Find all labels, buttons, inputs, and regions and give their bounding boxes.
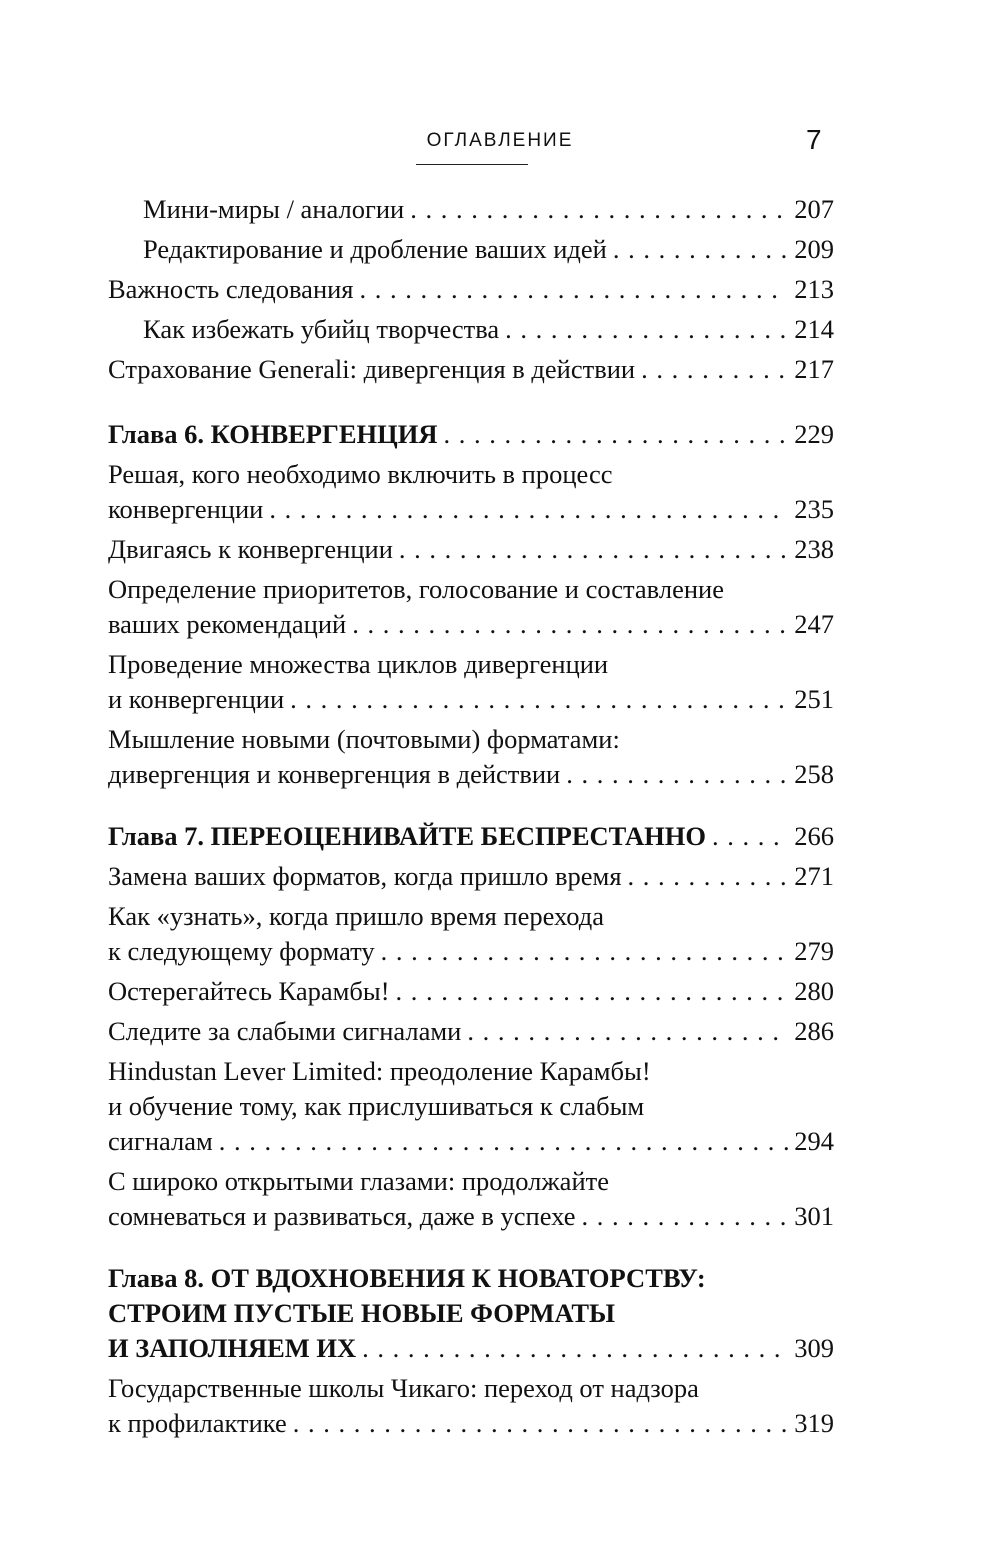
toc-entry-page: 214	[794, 314, 834, 344]
toc-entry-title-line: Государственные школы Чикаго: переход от надзора	[108, 1373, 699, 1403]
toc-entry-page: 294	[794, 1126, 834, 1156]
toc-entry-page: 229	[794, 419, 834, 449]
dot-leader	[219, 1124, 789, 1159]
toc-entry-title-line: и обучение тому, как прислушиваться к слабым	[108, 1091, 645, 1121]
toc-entry-multiple-cycles[interactable]	[108, 647, 834, 717]
toc-entry-prioritizing[interactable]	[108, 572, 834, 642]
toc-entry-creativity-killers[interactable]	[108, 312, 834, 347]
dot-leader	[399, 532, 788, 567]
toc-entry-title: Важность следования	[108, 274, 354, 304]
toc-entry-page: 251	[794, 684, 834, 714]
dot-leader	[628, 859, 789, 894]
dot-leader	[352, 607, 788, 642]
toc-entry-title: Замена ваших форматов, когда пришло время	[108, 861, 622, 891]
toc-entry-page: 319	[794, 1408, 834, 1438]
page-number: 7	[806, 124, 822, 155]
toc-entry-page: 213	[794, 274, 834, 304]
toc-entry-page: 286	[794, 1016, 834, 1046]
dot-leader	[566, 757, 788, 792]
toc-entry-mini-worlds[interactable]	[108, 192, 834, 227]
toc-entry-eyes-wide-open[interactable]	[108, 1164, 834, 1234]
toc-chapter-7[interactable]	[108, 819, 834, 854]
toc-entry-page: 258	[794, 759, 834, 789]
toc-entry-page: 238	[794, 534, 834, 564]
toc-entry-chicago-schools[interactable]	[108, 1371, 834, 1441]
toc-entry-page: 309	[794, 1333, 834, 1363]
running-head: ОГЛАВЛЕНИЕ	[426, 130, 574, 151]
toc-entry-title: ваших рекомендаций	[108, 609, 347, 639]
toc-entry-title-line: Определение приоритетов, голосование и составление	[108, 574, 724, 604]
dot-leader	[381, 934, 789, 969]
toc-entry-weak-signals[interactable]	[108, 1014, 834, 1049]
dot-leader	[293, 1406, 788, 1441]
dot-leader	[290, 682, 788, 717]
toc-entry-title: сигналам	[108, 1126, 213, 1156]
toc-chapter-title: И ЗАПОЛНЯЕМ ИХ	[108, 1333, 357, 1363]
toc-entry-title: Мини-миры / аналогии	[143, 194, 405, 224]
dot-leader	[444, 417, 789, 452]
dot-leader	[641, 352, 788, 387]
dot-leader	[505, 312, 788, 347]
toc-entry-title: к профилактике	[108, 1408, 287, 1438]
toc-chapter-6[interactable]	[108, 417, 834, 452]
dot-leader	[712, 819, 788, 854]
toc-chapter-title-line: Глава 8. ОТ ВДОХНОВЕНИЯ К НОВАТОРСТВУ:	[108, 1263, 706, 1293]
toc-entry-page: 271	[794, 861, 834, 891]
table-of-contents	[108, 192, 834, 1441]
toc-entry-title: сомневаться и развиваться, даже в успехе	[108, 1201, 576, 1231]
toc-entry-title: Следите за слабыми сигналами	[108, 1016, 462, 1046]
toc-entry-page: 207	[794, 194, 834, 224]
toc-entry-moving-to-convergence[interactable]	[108, 532, 834, 567]
toc-entry-page: 209	[794, 234, 834, 264]
toc-entry-title: Страхование Generali: дивергенция в действии	[108, 354, 636, 384]
toc-entry-title-line: Проведение множества циклов дивергенции	[108, 649, 609, 679]
toc-entry-title: и конвергенции	[108, 684, 285, 714]
dot-leader	[362, 1331, 788, 1366]
toc-entry-title-line: Решая, кого необходимо включить в процесс	[108, 459, 613, 489]
toc-entry-title: Как избежать убийц творчества	[143, 314, 500, 344]
toc-entry-page: 279	[794, 936, 834, 966]
toc-entry-title-line: С широко открытыми глазами: продолжайте	[108, 1166, 609, 1196]
toc-entry-how-to-know[interactable]	[108, 899, 834, 969]
toc-entry-page: 217	[794, 354, 834, 384]
toc-entry-page: 235	[794, 494, 834, 524]
toc-chapter-title-line: СТРОИМ ПУСТЫЕ НОВЫЕ ФОРМАТЫ	[108, 1298, 616, 1328]
toc-entry-page: 301	[794, 1201, 834, 1231]
toc-chapter-8[interactable]	[108, 1261, 834, 1366]
toc-entry-postal-formats[interactable]	[108, 722, 834, 792]
toc-entry-following[interactable]	[108, 272, 834, 307]
toc-entry-replacing-formats[interactable]	[108, 859, 834, 894]
toc-entry-beware-caramba[interactable]	[108, 974, 834, 1009]
toc-entry-page: 247	[794, 609, 834, 639]
toc-entry-hindustan-lever[interactable]	[108, 1054, 834, 1159]
running-head-rule	[416, 164, 528, 165]
toc-chapter-title: Глава 7. ПЕРЕОЦЕНИВАЙТЕ БЕСПРЕСТАННО	[108, 821, 706, 851]
dot-leader	[613, 232, 788, 267]
toc-entry-editing-ideas[interactable]	[108, 232, 834, 267]
dot-leader	[360, 272, 789, 307]
dot-leader	[581, 1199, 788, 1234]
dot-leader	[410, 192, 788, 227]
toc-entry-title: конвергенции	[108, 494, 264, 524]
toc-entry-title: дивергенция и конвергенция в действии	[108, 759, 561, 789]
toc-entry-title: Редактирование и дробление ваших идей	[143, 234, 607, 264]
toc-entry-page: 280	[794, 976, 834, 1006]
toc-entry-title-line: Как «узнать», когда пришло время перехода	[108, 901, 604, 931]
toc-entry-title-line: Hindustan Lever Limited: преодоление Карамбы!	[108, 1056, 651, 1086]
toc-entry-title: Остерегайтесь Карамбы!	[108, 976, 390, 1006]
toc-entry-generali[interactable]	[108, 352, 834, 387]
toc-entry-title: Двигаясь к конвергенции	[108, 534, 393, 564]
toc-entry-page: 266	[794, 821, 834, 851]
toc-entry-who-to-include[interactable]	[108, 457, 834, 527]
toc-chapter-title: Глава 6. КОНВЕРГЕНЦИЯ	[108, 419, 438, 449]
dot-leader	[396, 974, 789, 1009]
toc-entry-title: к следующему формату	[108, 936, 375, 966]
toc-entry-title-line: Мышление новыми (почтовыми) форматами:	[108, 724, 620, 754]
dot-leader	[269, 492, 788, 527]
dot-leader	[467, 1014, 788, 1049]
